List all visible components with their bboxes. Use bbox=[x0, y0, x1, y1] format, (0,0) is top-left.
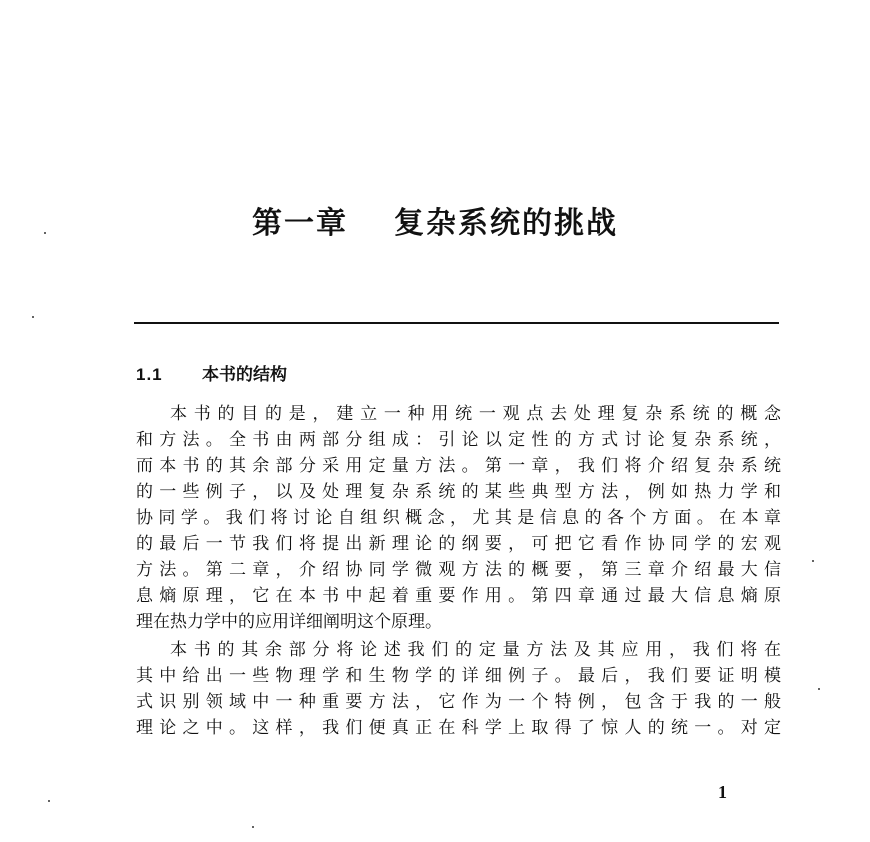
paragraph-line: 协同学。我们将讨论自组织概念，尤其是信息的各个方面。在本章 bbox=[136, 508, 781, 528]
page-number: 1 bbox=[718, 782, 727, 802]
paragraph-line: 理在热力学中的应用详细阐明这个原理。 bbox=[136, 612, 442, 632]
paragraph-line: 本书的目的是，建立一种用统一观点去处理复杂系统的概念 bbox=[170, 404, 781, 424]
paragraph-line: 方法。第二章，介绍协同学微观方法的概要，第三章介绍最大信 bbox=[136, 560, 781, 580]
paragraph-line: 息熵原理，它在本书中起着重要作用。第四章通过最大信息熵原 bbox=[136, 586, 781, 606]
chapter-title-text: 复杂系统的挑战 bbox=[394, 206, 618, 241]
paragraph-line: 和方法。全书由两部分组成：引论以定性的方式讨论复杂系统， bbox=[136, 430, 781, 450]
scan-speck bbox=[48, 800, 50, 802]
scan-speck bbox=[252, 826, 254, 828]
paragraph-line: 理论之中。这样，我们便真正在科学上取得了惊人的统一。对定 bbox=[136, 718, 781, 738]
scan-speck bbox=[32, 316, 34, 318]
paragraph-line: 而本书的其余部分采用定量方法。第一章，我们将介绍复杂系统 bbox=[136, 456, 781, 476]
section-number: 1.1 bbox=[136, 365, 163, 384]
paragraph-line: 的一些例子，以及处理复杂系统的某些典型方法，例如热力学和 bbox=[136, 482, 781, 502]
paragraph-line: 式识别领域中一种重要方法，它作为一个特例，包含于我的一般 bbox=[136, 692, 781, 712]
chapter-divider bbox=[134, 322, 779, 324]
paragraph-line: 其中给出一些物理学和生物学的详细例子。最后，我们要证明模 bbox=[136, 666, 781, 686]
chapter-title bbox=[0, 198, 870, 242]
section-heading bbox=[136, 360, 287, 385]
paragraph-line: 本书的其余部分将论述我们的定量方法及其应用，我们将在 bbox=[170, 640, 781, 660]
scan-speck bbox=[818, 688, 820, 690]
scan-speck bbox=[812, 560, 814, 562]
section-title: 本书的结构 bbox=[202, 365, 287, 385]
paragraph-line: 的最后一节我们将提出新理论的纲要，可把它看作协同学的宏观 bbox=[136, 534, 781, 554]
chapter-number-label: 第一章 bbox=[252, 206, 348, 241]
